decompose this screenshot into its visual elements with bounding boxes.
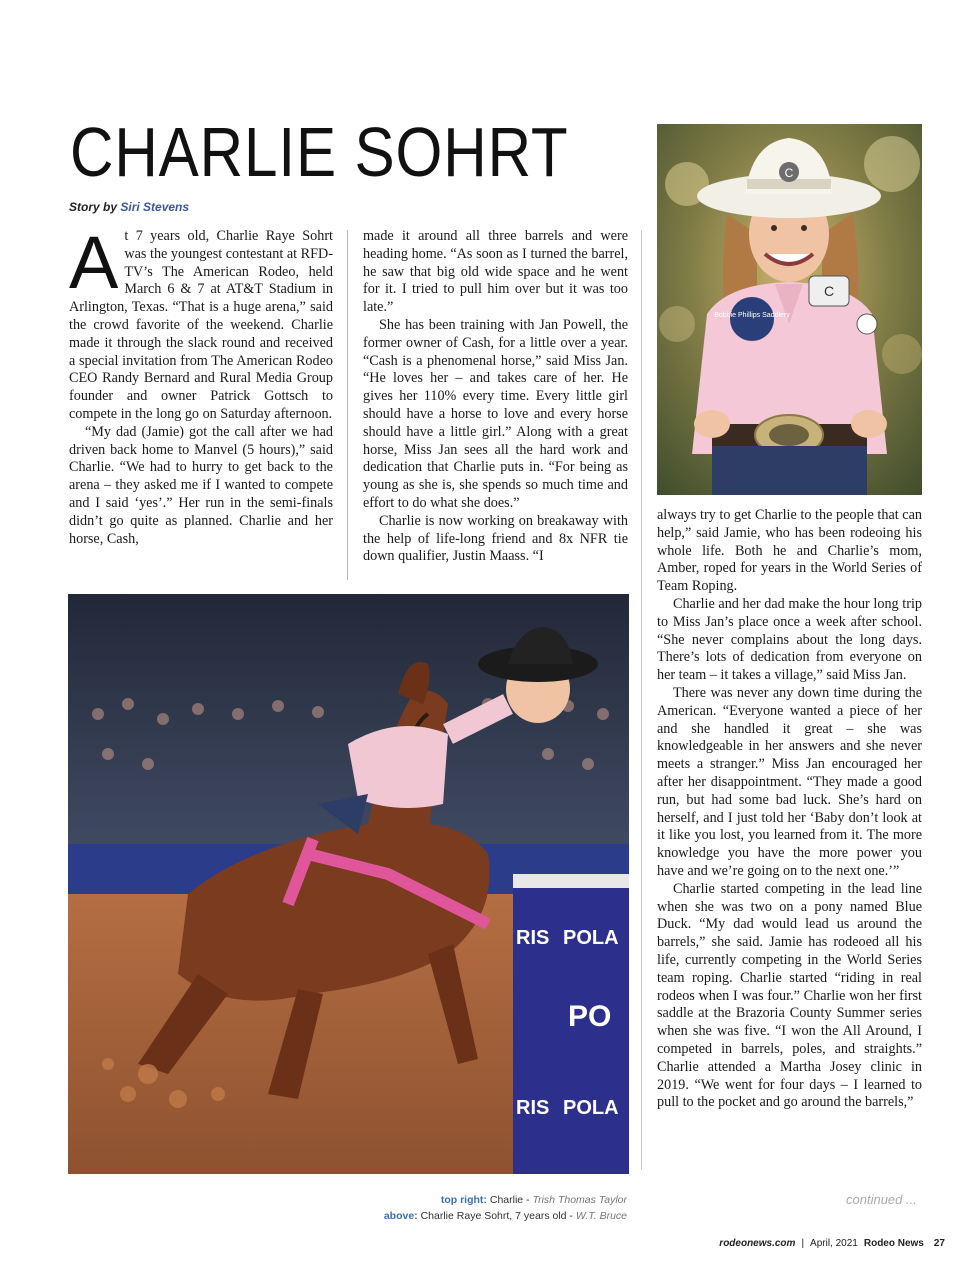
caption-label: above:: [383, 1210, 418, 1222]
caption-text: Charlie -: [489, 1194, 530, 1206]
hat-badge-letter: C: [784, 166, 794, 180]
drop-cap: A: [69, 228, 119, 304]
article-column-2: [363, 228, 628, 584]
article-column-1: [69, 228, 333, 584]
page-footer: rodeonews.com | April, 2021 Rodeo News 27: [719, 1238, 945, 1249]
portrait-illustration: [657, 124, 922, 495]
barrel-text: RIS: [516, 927, 550, 949]
patch-c-logo: C: [823, 283, 835, 299]
patch-bobbie-phillips: Bobbie Phillips Saddlery: [714, 312, 790, 319]
footer-date: April, 2021: [810, 1238, 858, 1249]
paragraph: Charlie and her dad make the hour long trip to Miss Jan’s place once a week after school. “She never complains about the long days. There’s lots of dedication from everyone on her team – it takes a village,” said Miss Jan.: [657, 595, 922, 684]
page-number: 27: [933, 1238, 945, 1249]
barrel-run-illustration: [68, 594, 629, 1174]
paragraph: t 7 years old, Charlie Raye Sohrt was the youngest contestant at RFD-TV’s The American Rodeo, held March 6 & 7 at AT&T Stadium in Arlington, Texas. “That is a huge arena,” said the crowd favorite of the weekend. Charlie made it through the slack round and received a special invitation from The American Rodeo CEO Randy Bernard and Rural Media Group founder and owner Patrick Gottsch to compete in the long go on Saturday afternoon.: [69, 228, 333, 422]
paragraph: always try to get Charlie to the people that can help,” said Jamie, who has been rodeoing his whole life. Both he and Charlie’s mom, Amber, roped for years in the World Series of Team Roping.: [657, 507, 922, 595]
column-divider: [347, 230, 348, 580]
column-divider: [641, 230, 642, 1170]
caption-label: top right:: [440, 1194, 487, 1206]
barrel-text: POLA: [563, 1097, 619, 1119]
barrel-text: POLA: [563, 927, 619, 949]
caption-credit: Trish Thomas Taylor: [532, 1194, 627, 1206]
paragraph: “My dad (Jamie) got the call after we had driven back home to Manvel (5 hours),” said Charlie. “We had to hurry to get back to the arena – they asked me if I wanted to compete and I said ‘yes’.” Her run in the semi-finals didn’t go quite as planned. Charlie and her horse, Cash,: [69, 423, 333, 547]
byline: [69, 200, 189, 214]
barrel-text: RIS: [516, 1097, 550, 1119]
paragraph: Charlie is now working on breakaway with the help of life-long friend and 8x NFR tie down qualifier, Justin Maass. “I: [363, 512, 628, 565]
paragraph: made it around all three barrels and were heading home. “As soon as I turned the barrel, he saw that big old wide space and he went for it. I tried to pull him over but it was too late.”: [363, 228, 628, 316]
paragraph: There was never any down time during the American. “Everyone wanted a piece of her and she handled it great – she was knowledgeable in her answers and she never meets a stranger.” Miss Jan encouraged her after her disappointment. “They made a good run, but had some bad luck. She’s hard on herself, and I just told her ‘Baby don’t look at it like you lost, you learned from it. The more knowledge you have the more power you have and we’re going on to the next one.’”: [657, 684, 922, 879]
byline-author: Siri Stevens: [120, 200, 190, 214]
article-column-3: [657, 507, 922, 1171]
byline-prefix: Story by: [69, 200, 118, 214]
photo-captions: [384, 1192, 627, 1224]
footer-site: rodeonews.com: [719, 1238, 796, 1249]
continued-note: continued ...: [846, 1192, 917, 1207]
caption-top-right: [384, 1192, 627, 1208]
paragraph: She has been training with Jan Powell, the former owner of Cash, for a little over a year. “Cash is a phenomenal horse,” said Miss Jan. “He loves her – and takes care of her. He gives her 110% every time. Every little girl should have a horse to love and every horse should have a little girl.” Along with a great horse, Miss Jan sees all the hard work and dedication that Charlie puts in. “For being as young as she is, she spends so much time and effort to do what she does.”: [363, 316, 628, 511]
footer-magazine: Rodeo News: [863, 1238, 924, 1249]
caption-text: Charlie Raye Sohrt, 7 years old -: [420, 1210, 573, 1222]
article-title: CHARLIE SOHRT: [70, 113, 569, 191]
barrel-text: PO: [568, 1000, 612, 1033]
photo-barrel-run: [68, 594, 629, 1174]
photo-charlie-portrait: [657, 124, 922, 495]
caption-above: [384, 1208, 627, 1224]
paragraph: Charlie started competing in the lead line when she was two on a pony named Blue Duck. “My dad would lead us around the barrels,” she said. Jamie has rodeoed all his life, currently competing in the World Series team roping. Charlie started “riding in real rodeos when I was four.” Charlie won her first saddle at the Brazoria County Summer series when she was five. “I won the All Around, I competed in barrels, poles, and straights.” Charlie attended a Martha Josey clinic in 2019. “We went for four days – I learned to pull to the pocket and go around the barrels,”: [657, 880, 922, 1111]
caption-credit: W.T. Bruce: [575, 1210, 627, 1222]
